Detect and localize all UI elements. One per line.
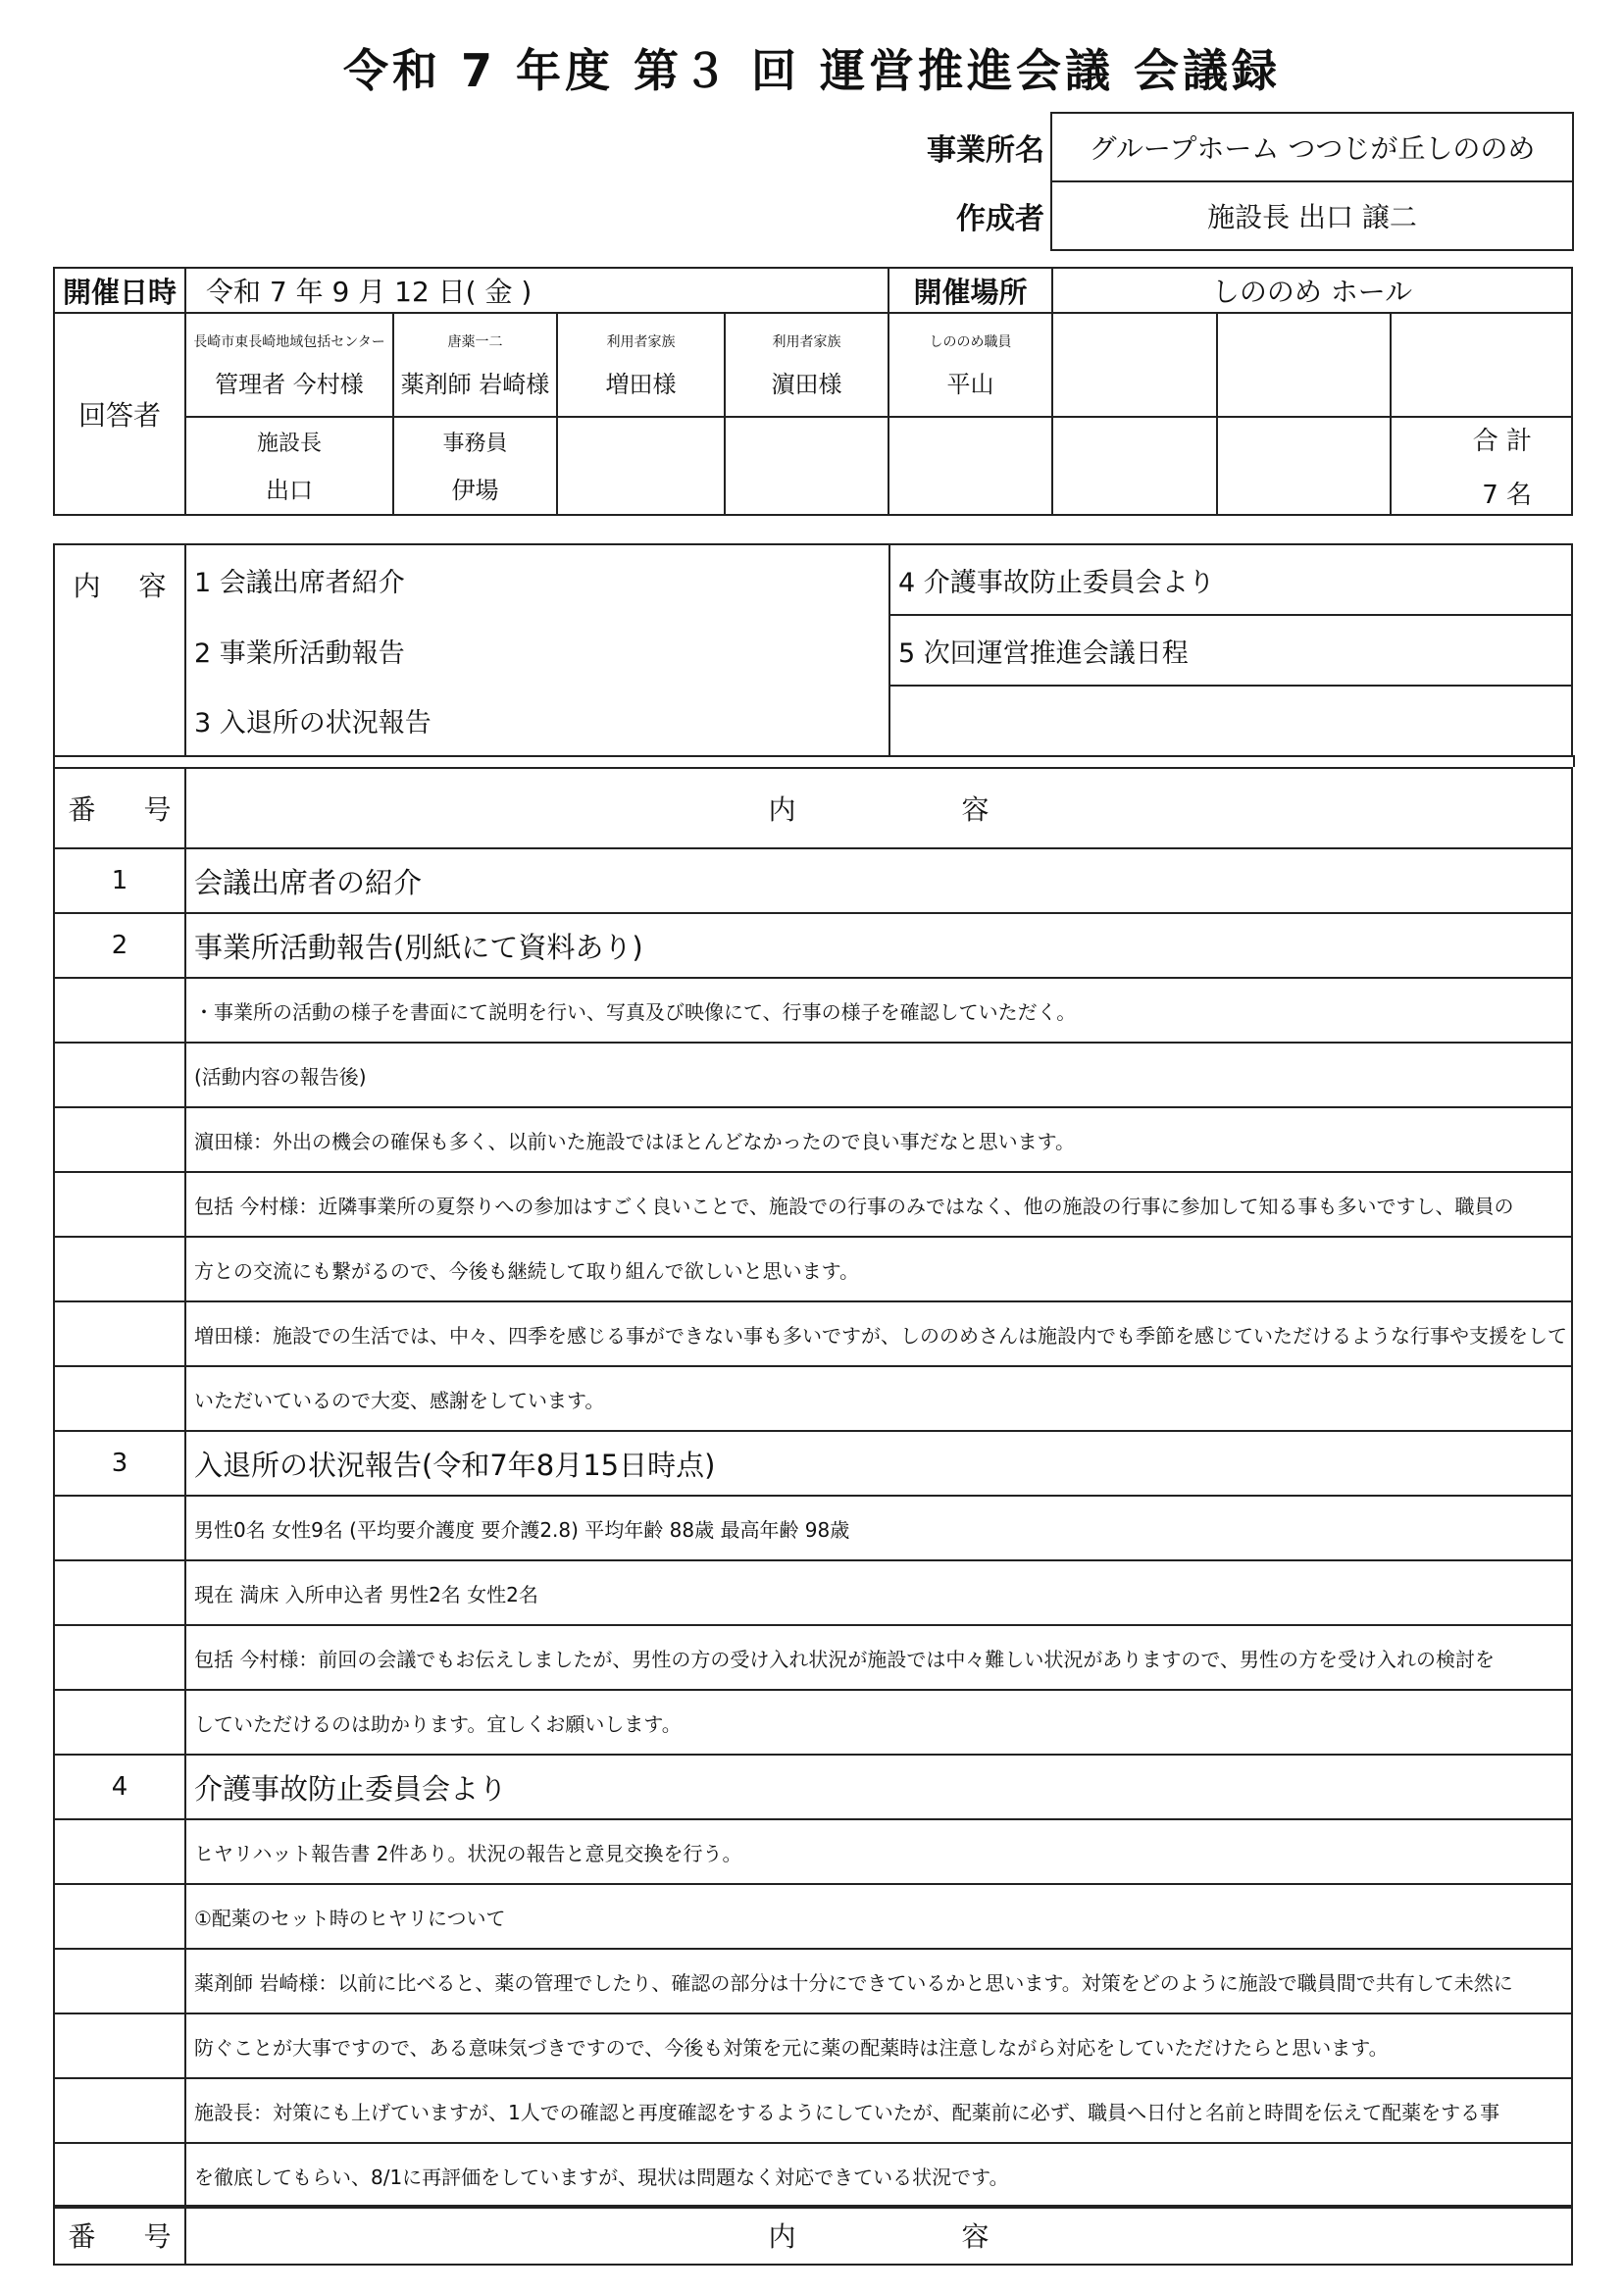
minutes-row-text: 会議出席者の紹介 <box>185 848 1572 913</box>
attendee-cell-empty <box>1052 417 1217 515</box>
total-value: 7 名 <box>1482 481 1532 510</box>
minutes-row-text: ・事業所の活動の様子を書面にて説明を行い、写真及び映像にて、行事の様子を確認していただく。 <box>185 978 1572 1043</box>
agenda-label: 内 容 <box>54 544 185 756</box>
minutes-row <box>54 1237 1572 1301</box>
date-value: 令和 7 年 9 月 12 日( 金 ) <box>185 268 888 313</box>
attendee-cell-empty <box>888 417 1052 515</box>
content-header: 内 容 <box>185 768 1572 848</box>
minutes-row <box>54 1560 1572 1625</box>
minutes-row-text: 男性0名 女性9名 (平均要介護度 要介護2.8) 平均年齢 88歳 最高年齢 98歳 <box>185 1496 1572 1560</box>
minutes-row-text: 入退所の状況報告(令和7年8月15日時点) <box>185 1431 1572 1496</box>
attendee-cell-empty <box>1391 313 1572 417</box>
minutes-row-number <box>54 1560 185 1625</box>
minutes-row-number <box>54 1625 185 1690</box>
minutes-row-text: 防ぐことが大事ですので、ある意味気づきですので、今後も対策を元に薬の配薬時は注意しながら対応をしていただけたらと思います。 <box>185 2013 1572 2078</box>
office-name-label: 事業所名 <box>927 133 1044 168</box>
minutes-row-text: 方との交流にも繋がるので、今後も継続して取り組んで欲しいと思います。 <box>185 1237 1572 1301</box>
attendee-cell-empty <box>1217 417 1391 515</box>
minutes-row-number: 3 <box>54 1431 185 1496</box>
minutes-row-number <box>54 2013 185 2078</box>
place-label: 開催場所 <box>888 268 1052 313</box>
minutes-row-number <box>54 1107 185 1172</box>
attendee-cell: 施設長 出口 <box>185 417 393 515</box>
minutes-row <box>54 1366 1572 1431</box>
minutes-row-number <box>54 1819 185 1884</box>
attendee-cell: 利用者家族 濵田様 <box>725 313 888 417</box>
minutes-row <box>54 978 1572 1043</box>
minutes-row-number <box>54 2078 185 2143</box>
number-header: 番 号 <box>54 768 185 848</box>
agenda-table <box>53 543 1573 757</box>
minutes-row-text: いただいているので大変、感謝をしています。 <box>185 1366 1572 1431</box>
minutes-row-number <box>54 1949 185 2013</box>
minutes-row-text: 薬剤師 岩崎様：以前に比べると、薬の管理でしたり、確認の部分は十分にできているかと思います。対策をどのように施設で職員間で共有して未然に <box>185 1949 1572 2013</box>
agenda-item: 5 次回運営推進会議日程 <box>889 615 1572 686</box>
minutes-row <box>54 1884 1572 1949</box>
minutes-row <box>54 848 1572 913</box>
attendee-cell-empty <box>1217 313 1391 417</box>
minutes-row-text: 包括 今村様：近隣事業所の夏祭りへの参加はすごく良いことで、施設での行事のみではなく、他の施設の行事に参加して知る事も多いですし、職員の <box>185 1172 1572 1237</box>
minutes-row-number: 4 <box>54 1755 185 1819</box>
place-value: しののめ ホール <box>1052 268 1572 313</box>
minutes-row <box>54 1431 1572 1496</box>
agenda-item: 4 介護事故防止委員会より <box>889 544 1572 615</box>
total-label: 合 計 <box>1472 427 1532 456</box>
minutes-row-text: 介護事故防止委員会より <box>185 1755 1572 1819</box>
date-label: 開催日時 <box>54 268 185 313</box>
minutes-row-text: (活動内容の報告後) <box>185 1043 1572 1107</box>
author-value: 施設長 出口 譲二 <box>1051 181 1573 250</box>
minutes-row <box>54 1690 1572 1755</box>
minutes-row-number: 2 <box>54 913 185 978</box>
minutes-row <box>54 2143 1572 2208</box>
minutes-row-text: ①配薬のセット時のヒヤリについて <box>185 1884 1572 1949</box>
minutes-row-text: 包括 今村様：前回の会議でもお伝えしましたが、男性の方の受け入れ状況が施設では中々難しい状況がありますので、男性の方を受け入れの検討を <box>185 1625 1572 1690</box>
document-title: 令和 7 年度 第３ 回 運営推進会議 会議録 <box>342 44 1282 97</box>
minutes-row-text: 増田様：施設での生活では、中々、四季を感じる事ができない事も多いですが、しののめさんは施設内でも季節を感じていただけるような行事や支援をして <box>185 1301 1572 1366</box>
minutes-row <box>54 1496 1572 1560</box>
minutes-row-number: 1 <box>54 848 185 913</box>
attendee-cell: 唐薬一二 薬剤師 岩崎様 <box>393 313 557 417</box>
minutes-row <box>54 1625 1572 1690</box>
minutes-row-number <box>54 978 185 1043</box>
minutes-row <box>54 2078 1572 2143</box>
minutes-row-text: 事業所活動報告(別紙にて資料あり) <box>185 913 1572 978</box>
office-info-table <box>894 112 1574 251</box>
minutes-row-number <box>54 1237 185 1301</box>
minutes-row-number <box>54 1301 185 1366</box>
minutes-row-number <box>54 1496 185 1560</box>
minutes-row-number <box>54 2143 185 2208</box>
section-divider <box>53 755 1575 767</box>
minutes-row-text: していただけるのは助かります。宜しくお願いします。 <box>185 1690 1572 1755</box>
minutes-table <box>53 767 1573 2209</box>
minutes-row-text: ヒヤリハット報告書 2件あり。状況の報告と意見交換を行う。 <box>185 1819 1572 1884</box>
agenda-item: 3 入退所の状況報告 <box>185 686 889 756</box>
minutes-row <box>54 913 1572 978</box>
minutes-row <box>54 1301 1572 1366</box>
footer-content-header: 内 容 <box>185 2206 1572 2265</box>
minutes-row-text: 施設長：対策にも上げていますが、1人での確認と再度確認をするようにしていたが、配薬前に必ず、職員へ日付と名前と時間を伝えて配薬をする事 <box>185 2078 1572 2143</box>
attendee-cell-empty <box>557 417 725 515</box>
author-label: 作成者 <box>956 202 1044 236</box>
minutes-row-number <box>54 1043 185 1107</box>
minutes-row <box>54 1819 1572 1884</box>
attendee-cell-empty <box>725 417 888 515</box>
attendee-cell: しののめ職員 平山 <box>888 313 1052 417</box>
agenda-item: 2 事業所活動報告 <box>185 615 889 686</box>
footer-number-header: 番 号 <box>54 2206 185 2265</box>
attendee-cell: 利用者家族 増田様 <box>557 313 725 417</box>
agenda-item: 1 会議出席者紹介 <box>185 544 889 615</box>
attendee-cell: 長崎市東長崎地域包括センター 管理者 今村様 <box>185 313 393 417</box>
meeting-info-table <box>53 267 1573 516</box>
minutes-row <box>54 1043 1572 1107</box>
minutes-footer-table <box>53 2205 1573 2266</box>
minutes-row-number <box>54 1690 185 1755</box>
minutes-row <box>54 2013 1572 2078</box>
minutes-row-text: を徹底してもらい、8/1に再評価をしていますが、現状は問題なく対応できている状況です。 <box>185 2143 1572 2208</box>
minutes-row <box>54 1949 1572 2013</box>
attendees-label: 回答者 <box>54 313 185 515</box>
minutes-row-number <box>54 1884 185 1949</box>
minutes-row <box>54 1172 1572 1237</box>
total-cell <box>1391 417 1572 515</box>
minutes-row-number <box>54 1172 185 1237</box>
agenda-item-empty <box>889 686 1572 756</box>
minutes-row-text: 現在 満床 入所申込者 男性2名 女性2名 <box>185 1560 1572 1625</box>
attendee-cell-empty <box>1052 313 1217 417</box>
attendee-cell: 事務員 伊場 <box>393 417 557 515</box>
minutes-row-number <box>54 1366 185 1431</box>
minutes-row <box>54 1755 1572 1819</box>
minutes-row <box>54 1107 1572 1172</box>
office-name-value: グループホーム つつじが丘しののめ <box>1051 113 1573 181</box>
minutes-row-text: 濵田様：外出の機会の確保も多く、以前いた施設ではほとんどなかったので良い事だなと思います。 <box>185 1107 1572 1172</box>
